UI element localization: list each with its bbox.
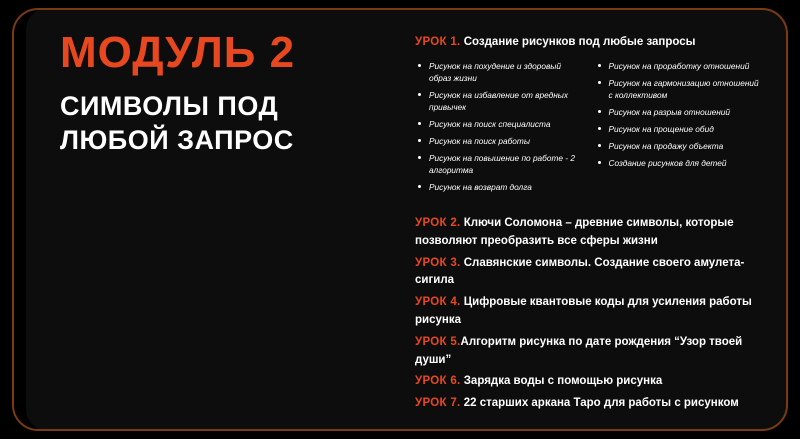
lesson-5 [415,334,760,370]
lesson-3-label: УРОК 3. [415,256,461,269]
lesson-4 [415,294,760,330]
lesson-6-title: Зарядка воды с помощью рисунка [460,375,663,388]
lesson-7-title: 22 старших аркана Таро для работы с рисунком [460,397,739,410]
lesson-1-title: Создание рисунков под любые запросы [460,36,696,48]
lesson-2-label: УРОК 2. [415,216,461,229]
lesson-7 [415,395,760,413]
lesson-2-heading [415,215,760,251]
lesson-3 [415,255,760,291]
lesson-7-heading [415,395,760,413]
lesson-4-title: Цифровые квантовые коды для усиления работы рисунка [415,296,752,327]
list-item: Рисунок на прощение обид [607,123,761,135]
list-item: Рисунок на гармонизацию отношений с коллективом [608,77,759,100]
list-item: Создание рисунков для детей [607,157,761,169]
lesson-4-label: УРОК 4. [415,296,461,309]
lesson-6-label: УРОК 6. [415,375,461,388]
lesson-1 [415,34,760,198]
lesson-1-heading [415,34,760,52]
list-item: Рисунок на поиск работы [427,135,581,147]
lesson-6 [415,373,760,391]
list-item: Рисунок на продажу объекта [607,140,761,152]
left-column [60,30,390,158]
lesson-5-title: Алгоритм рисунка по дате рождения “Узор твоей души” [415,335,743,366]
lesson-1-bullets-right [595,60,761,198]
lesson-5-heading [415,334,760,370]
lesson-2-title: Ключи Соломона – древние символы, которые позволяют преобразить все сферы жизни [415,216,734,247]
list-item: Рисунок на проработку отношений [607,60,761,72]
lesson-3-heading [415,255,760,291]
lessons-list [415,215,760,413]
lesson-6-heading [415,373,760,391]
list-item: Рисунок на повышение по работе - 2 алгоритма [427,152,581,176]
list-item: Рисунок на возврат долга [427,181,581,193]
module-subtitle: СИМВОЛЫ ПОД ЛЮБОЙ ЗАПРОС [60,91,294,155]
list-item: Рисунок на поиск специалиста [427,118,581,130]
list-item: Рисунок на похудение и здоровый образ жизни [427,60,581,84]
list-item: Рисунок на избавление от вредных привычек [427,89,581,113]
list-item: Рисунок на разрыв отношений [607,106,761,118]
lesson-1-bullets-left [415,60,581,198]
right-column [415,34,760,417]
lesson-2 [415,215,760,251]
lesson-1-bullets [415,60,760,198]
lesson-1-label: УРОК 1. [415,36,461,48]
module-title: МОДУЛЬ 2 [60,28,296,77]
lesson-5-label: УРОК 5. [415,335,461,348]
lesson-3-title: Славянские символы. Создание своего амулета-сигила [415,256,745,287]
section-divider [415,208,760,209]
lesson-7-label: УРОК 7. [415,397,461,410]
lesson-4-heading [415,294,760,330]
